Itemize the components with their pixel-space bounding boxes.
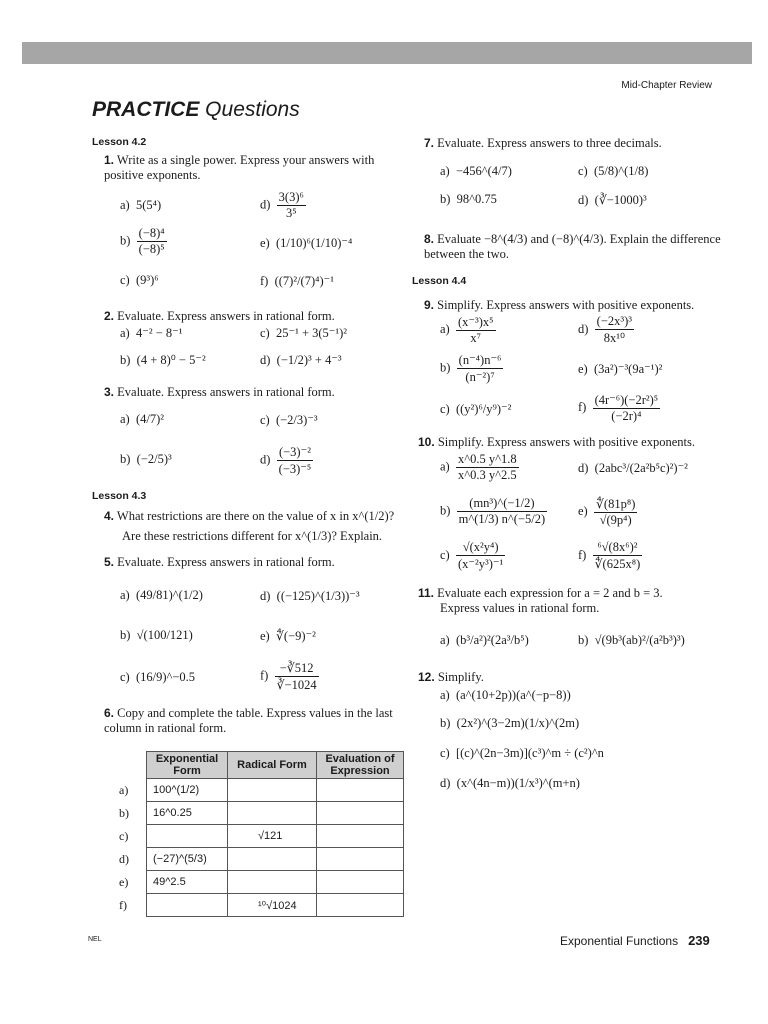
q1-d: d) $\frac{\text{3(3)⁶}}{\text{3⁵}}$ <box>260 190 304 220</box>
q7-a: a) −456^(4/7) <box>440 164 512 178</box>
q10-a: a) $\frac{x\^{}0.5 y\^{}1.8}{x\^{}0.3 y\^{}2.5}$ <box>440 452 517 482</box>
question-9: 9. Simplify. Express answers with positive exponents. <box>424 298 695 312</box>
q7-b: b) 98^0.75 <box>440 192 497 206</box>
q3-b: b) (−2/5)³ <box>120 452 172 466</box>
q9-a: a) $\frac{\text{(x⁻³)x⁵}}{\text{x⁷}}$ <box>440 315 494 345</box>
q5-c: c) (16/9)^−0.5 <box>120 670 196 684</box>
table-row: b) 16^0.25 <box>118 802 404 825</box>
question-2: 2. Evaluate. Express answers in rational form. <box>104 309 335 323</box>
q7-c: c) (5/8)^(1/8) <box>578 164 649 178</box>
q10-c: c) $\frac{\text{√(x²y⁴)}}{\text{(x⁻²y³)⁻¹}}$ <box>440 540 504 571</box>
question-6: 6. Copy and complete the table. Express values in the last column in rational form. <box>104 706 393 735</box>
q9-f: f) $\frac{\text{(4r⁻⁶)(−2r²)⁵}}{\text{(−2r)⁴}}$ <box>578 393 659 423</box>
q11-a: a) (b³/a²)²(2a³/b⁵) <box>440 633 529 647</box>
q9-b: b) $\frac{\text{(n⁻⁴)n⁻⁶}}{\text{(n⁻²)⁷}}$ <box>440 353 502 384</box>
q5-f: f) $\frac{-∛512}{∛-1024}$ <box>260 661 317 692</box>
q1-a: a) 5(5⁴) <box>120 198 162 212</box>
lesson-heading: Lesson 4.3 <box>92 490 147 502</box>
q10-d: d) (2abc³/(2a²b⁵c)²)⁻² <box>578 461 688 475</box>
table-header: Radical Form <box>228 752 317 779</box>
q10-b: b) $\frac{\text{(mn³)\textasciicircum{}(−1/2)}}{m\^{}(1/3) n\^{}(-5/2)}$ <box>440 496 546 526</box>
q5-a: a) (49/81)^(1/2) <box>120 588 203 602</box>
table-row: c) √121 <box>118 825 404 848</box>
q2-d: d) (−1/2)³ + 4⁻³ <box>260 353 342 367</box>
q3-c: c) (−2/3)⁻³ <box>260 413 318 427</box>
page-title: PRACTICE Questions <box>92 98 300 121</box>
lesson-heading: Lesson 4.2 <box>92 136 147 148</box>
table-row: d) (−27)^(5/3) <box>118 848 404 871</box>
q9-c: c) ((y²)⁶/y⁹)⁻² <box>440 402 512 416</box>
q12-b: b) (2x²)^(3−2m)(1/x)^(2m) <box>440 716 580 730</box>
q1-f: f) ((7)²/(7)⁴)⁻¹ <box>260 274 334 288</box>
q9-d: d) $\frac{\text{(−2x³)³}}{\text{8x¹⁰}}$ <box>578 314 633 345</box>
q2-a: a) 4⁻² − 8⁻¹ <box>120 326 183 340</box>
question-11-cont: Express values in rational form. <box>440 601 600 615</box>
footer-section: Exponential Functions 239 <box>560 933 710 948</box>
q1-e: e) (1/10)⁶(1/10)⁻⁴ <box>260 236 353 250</box>
question-1: 1. Write as a single power. Express your answers with positive exponents. <box>104 153 375 182</box>
q12-c: c) [(c)^(2n−3m)](c³)^m ÷ (c²)^n <box>440 746 604 760</box>
question-4: 4. What restrictions are there on the value of x in x^(1/2)? <box>104 509 395 523</box>
table-header: Exponential Form <box>147 752 228 779</box>
q7-d: d) (∛−1000)³ <box>578 193 647 207</box>
q5-d: d) ((−125)^(1/3))⁻³ <box>260 589 360 603</box>
q10-e: e) $\frac{\text{∜(81p⁸)}}{\text{√(9p⁴)}}$ <box>578 497 636 527</box>
table-row: e) 49^2.5 <box>118 871 404 894</box>
page-number: 239 <box>688 933 710 948</box>
question-11: 11. Evaluate each expression for a = 2 and b = 3. <box>418 586 663 600</box>
table-header: Evaluation of Expression <box>317 752 404 779</box>
q1-b: b) $\frac{\text{(−8)⁴}}{\text{(−8)⁵}}$ <box>120 226 165 256</box>
question-5: 5. Evaluate. Express answers in rational form. <box>104 555 335 569</box>
q10-f: f) $\frac{\text{⁶√(8x⁶)²}}{\text{∜(625x⁸)}}$ <box>578 540 641 571</box>
question-12: 12. Simplify. <box>418 670 484 684</box>
table-row: a) 100^(1/2) <box>118 779 404 802</box>
q1-c: c) (9³)⁶ <box>120 273 159 287</box>
running-header: Mid-Chapter Review <box>621 80 712 91</box>
q12-a: a) (a^(10+2p))(a^(−p−8)) <box>440 688 571 702</box>
q3-d: d) $\frac{\text{(−3)⁻²}}{\text{(−3)⁻⁵}}$ <box>260 445 312 476</box>
q5-b: b) √(100/121) <box>120 628 193 642</box>
table-row: f) ¹⁰√1024 <box>118 894 404 917</box>
q3-a: a) (4/7)² <box>120 412 165 426</box>
publisher-mark: NEL <box>88 936 102 943</box>
q12-d: d) (x^(4n−m))(1/x³)^(m+n) <box>440 776 580 790</box>
q9-e: e) (3a²)⁻³(9a⁻¹)² <box>578 362 663 376</box>
question-10: 10. Simplify. Express answers with positive exponents. <box>418 435 695 449</box>
q5-e: e) ∜(−9)⁻² <box>260 629 316 643</box>
question-8: 8. Evaluate −8^(4/3) and (−8)^(4/3). Explain the difference between the two. <box>424 232 721 261</box>
q11-b: b) √(9b³(ab)²/(a²b³)³) <box>578 633 685 647</box>
question-4-cont: Are these restrictions different for x^(1/3)? Explain. <box>122 529 383 543</box>
question-3: 3. Evaluate. Express answers in rational form. <box>104 385 335 399</box>
top-gray-bar <box>22 42 752 64</box>
lesson-heading: Lesson 4.4 <box>412 275 467 287</box>
q2-b: b) (4 + 8)⁰ − 5⁻² <box>120 353 206 367</box>
exponent-table <box>118 751 404 917</box>
q2-c: c) 25⁻¹ + 3(5⁻¹)² <box>260 326 348 340</box>
question-7: 7. Evaluate. Express answers to three decimals. <box>424 136 662 150</box>
